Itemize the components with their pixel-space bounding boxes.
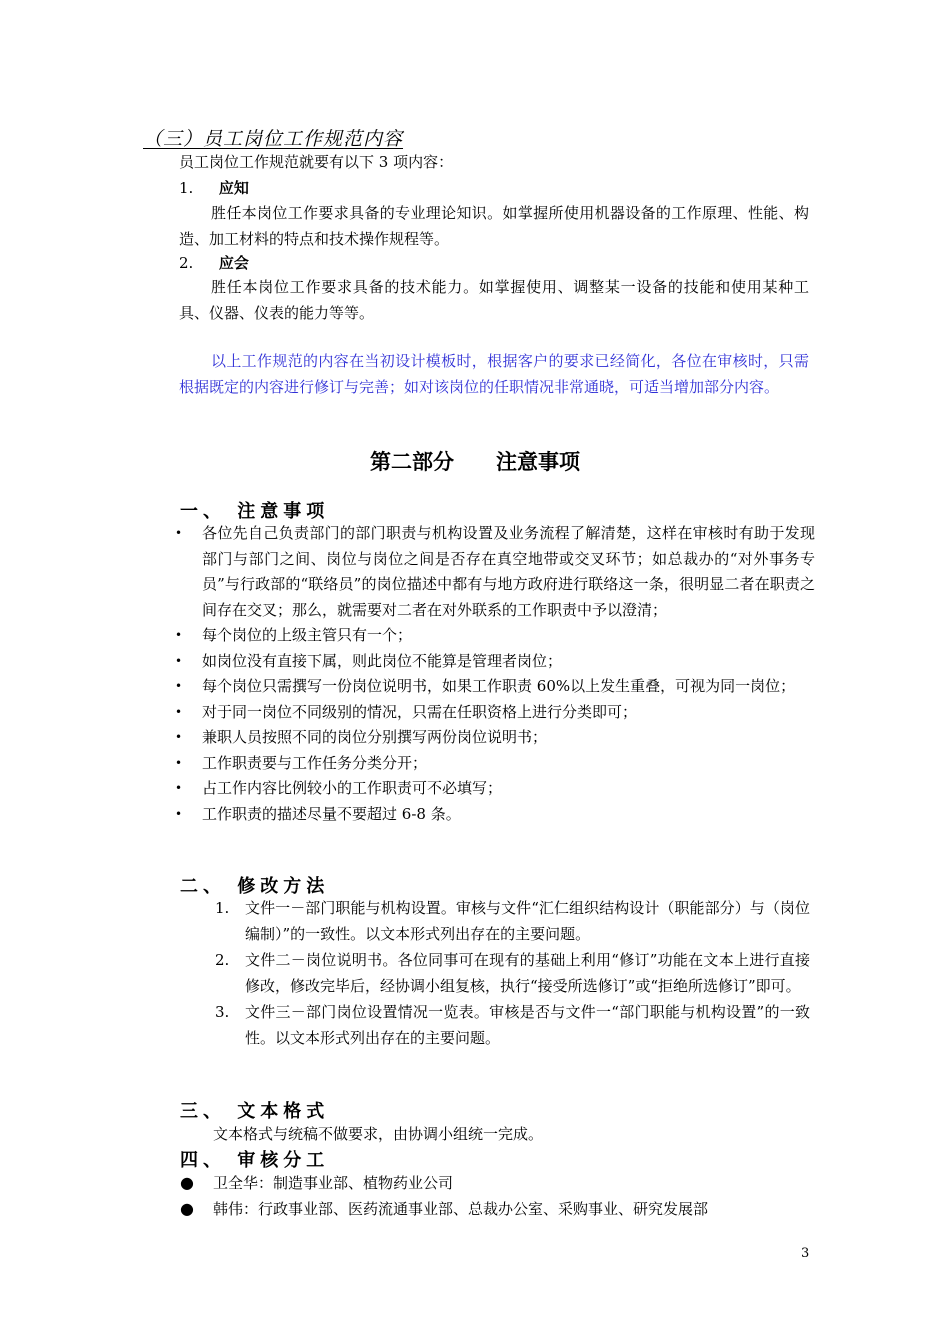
heading-notes: 一、 注意事项: [180, 501, 330, 522]
heading-methods: 二、 修改方法: [180, 876, 330, 897]
bullet-icon: •: [175, 704, 183, 719]
template-note: 以上工作规范的内容在当初设计模板时，根据客户的要求已经简化，各位在审核时，只需根据既定的内容进行修订与完善；如对该岗位的任职情况非常通晓，可适当增加部分内容。: [179, 352, 809, 396]
list-item: • 兼职人员按照不同的岗位分别撰写两份岗位说明书；: [175, 725, 815, 751]
page-number: 3: [801, 1246, 810, 1261]
heading-review: 四、 审核分工: [180, 1150, 330, 1171]
list-item: • 每个岗位只需撰写一份岗位说明书，如果工作职责 60%以上发生重叠，可视为同一岗位；: [175, 674, 815, 700]
item-1-label: 应知: [218, 179, 249, 197]
list-item: • 对于同一岗位不同级别的情况，只需在任职资格上进行分类即可；: [175, 700, 815, 726]
methods-list: [215, 895, 810, 1051]
item-2-text: 胜任本岗位工作要求具备的技术能力。如掌握使用、调整某一设备的技能和使用某种工具、仪器、仪表的能力等等。: [179, 278, 809, 322]
list-item: • 工作职责的描述尽量不要超过 6-8 条。: [175, 802, 815, 828]
list-item: • 工作职责要与工作任务分类分开；: [175, 751, 815, 777]
list-item: 3. 文件三－部门岗位设置情况一览表。审核是否与文件一“部门职能与机构设置”的一致性。以文本形式列出存在的主要问题。: [215, 1003, 810, 1047]
list-item: • 占工作内容比例较小的工作职责可不必填写；: [175, 776, 815, 802]
list-item: ● 韩伟：行政事业部、医药流通事业部、总裁办公室、采购事业、研究发展部: [180, 1196, 843, 1222]
item-1-text: 胜任本岗位工作要求具备的专业理论知识。如掌握所使用机器设备的工作原理、性能、构造、加工材料的特点和技术操作规程等。: [179, 204, 809, 248]
part-title: [0, 446, 950, 476]
list-item: • 各位先自己负责部门的部门职责与机构设置及业务流程了解清楚，这样在审核时有助于发现部门与部门之间、岗位与岗位之间是否存在真空地带或交叉环节；如总裁办的“对外事务专员”与行政部的“联络员”的岗位描述中都有与地方政府进行联络这一条，很明显二者在职责之间存在交叉；那么，就需要对二者在对外联系的工作职责中予以澄清；: [175, 521, 815, 623]
item-2-number: 2.: [179, 254, 194, 272]
item-1-number: 1.: [179, 179, 194, 197]
part-title-number: 第二部分: [370, 450, 454, 474]
bullet-icon: ●: [180, 1199, 194, 1218]
bullet-icon: •: [175, 730, 183, 744]
bullet-icon: •: [175, 755, 183, 770]
list-item: 2. 文件二－岗位说明书。各位同事可在现有的基础上利用“修订”功能在文本上进行直接修改，修改完毕后，经协调小组复核，执行“接受所选修订”或“拒绝所选修订”即可。: [215, 951, 810, 995]
part-title-text: 注意事项: [496, 450, 580, 474]
section-intro: 员工岗位工作规范就要有以下 3 项内容：: [179, 153, 454, 171]
bullet-icon: •: [175, 628, 183, 642]
bullet-icon: ●: [180, 1173, 194, 1192]
list-item: • 每个岗位的上级主管只有一个；: [175, 623, 815, 649]
list-item: 1. 文件一－部门职能与机构设置。审核与文件“汇仁组织结构设计（职能部分）与（岗位编制）”的一致性。以文本形式列出存在的主要问题。: [215, 899, 810, 943]
bullet-icon: •: [175, 526, 183, 540]
section-title: （三）员工岗位工作规范内容: [143, 128, 404, 150]
list-item: ● 卫全华：制造事业部、植物药业公司: [180, 1170, 843, 1196]
bullet-icon: •: [175, 679, 183, 693]
item-2-label: 应会: [218, 254, 249, 272]
bullet-icon: •: [175, 653, 183, 668]
list-item: • 如岗位没有直接下属，则此岗位不能算是管理者岗位；: [175, 649, 815, 675]
notes-list: [175, 521, 815, 827]
bullet-icon: •: [175, 806, 183, 821]
item-2-heading: [179, 250, 809, 276]
bullet-icon: •: [175, 781, 183, 795]
item-1-heading: [179, 175, 809, 201]
format-text: 文本格式与统稿不做要求，由协调小组统一完成。: [213, 1125, 544, 1143]
heading-format: 三、 文本格式: [180, 1101, 330, 1122]
